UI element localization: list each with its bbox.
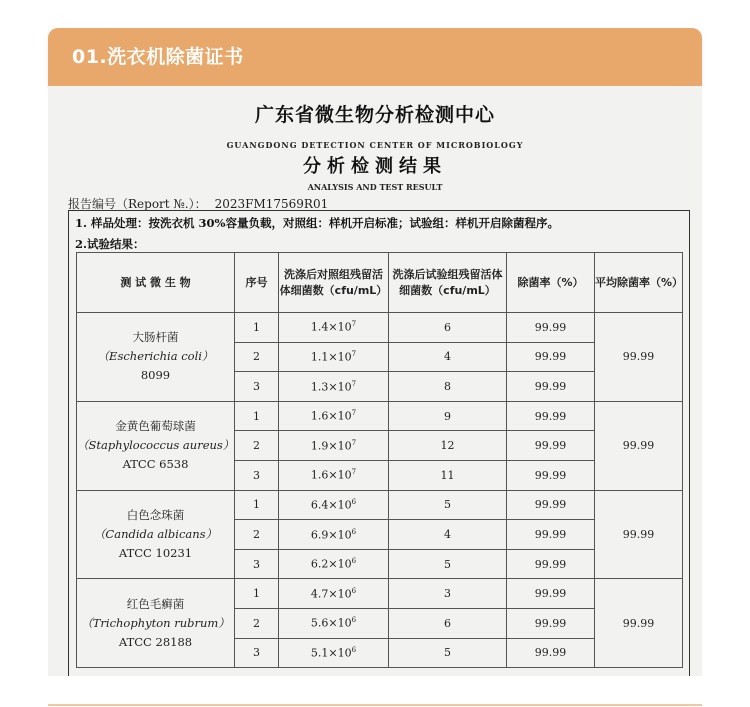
rate-cell: 99.99	[507, 401, 595, 431]
organism-cell	[77, 313, 235, 402]
seq-cell: 1	[235, 579, 279, 609]
test-count-cell: 6	[389, 608, 507, 638]
result-title-en: ANALYSIS AND TEST RESULT	[307, 182, 443, 192]
control-count-base: 1.9×10	[310, 439, 352, 453]
organism-latin: （Candida albicans）	[93, 526, 218, 541]
rate-cell: 99.99	[507, 638, 595, 668]
test-count-cell: 6	[389, 313, 507, 343]
control-count-cell	[279, 638, 389, 668]
test-count-cell: 11	[389, 460, 507, 490]
header-control: 洗涤后对照组残留活体细菌数（cfu/mL）	[279, 253, 389, 313]
rate-cell: 99.99	[507, 579, 595, 609]
section-header-bar	[48, 28, 702, 86]
table-row	[77, 313, 683, 343]
control-count-exponent: 7	[351, 438, 357, 447]
organism-strain: ATCC 6538	[122, 457, 189, 472]
seq-cell: 1	[235, 401, 279, 431]
organism-latin: （Trichophyton rubrum）	[81, 615, 230, 630]
rate-cell: 99.99	[507, 549, 595, 579]
seq-cell: 1	[235, 490, 279, 520]
seq-cell: 3	[235, 549, 279, 579]
test-count-cell: 3	[389, 579, 507, 609]
control-count-exponent: 7	[351, 409, 357, 418]
organism-latin: （Staphylococcus aureus）	[77, 438, 235, 453]
header-avg: 平均除菌率（%）	[595, 253, 683, 313]
control-count-base: 1.4×10	[310, 321, 352, 335]
table-row	[77, 490, 683, 520]
control-count-cell	[279, 401, 389, 431]
organism-cell	[77, 490, 235, 579]
seq-cell: 2	[235, 608, 279, 638]
control-count-cell	[279, 313, 389, 343]
test-count-cell: 8	[389, 372, 507, 402]
test-count-cell: 5	[389, 638, 507, 668]
test-count-cell: 12	[389, 431, 507, 461]
control-count-cell	[279, 431, 389, 461]
test-results-heading: 2.试验结果：	[75, 237, 145, 251]
control-count-exponent: 6	[351, 527, 357, 536]
organism-name: 红色毛癣菌	[126, 596, 185, 611]
control-count-cell	[279, 372, 389, 402]
control-count-cell	[279, 579, 389, 609]
rate-cell: 99.99	[507, 342, 595, 372]
seq-cell: 2	[235, 342, 279, 372]
test-count-cell: 4	[389, 342, 507, 372]
organism-name: 白色念珠菌	[126, 507, 185, 522]
seq-cell: 1	[235, 313, 279, 343]
rate-cell: 99.99	[507, 313, 595, 343]
control-count-base: 4.7×10	[310, 587, 352, 601]
control-count-base: 1.6×10	[310, 469, 352, 483]
seq-cell: 3	[235, 372, 279, 402]
control-count-base: 1.1×10	[310, 350, 352, 364]
center-title-cn: 广东省微生物分析检测中心	[254, 104, 495, 126]
avg-rate-cell: 99.99	[595, 313, 683, 402]
organism-cell	[77, 401, 235, 490]
control-count-base: 1.6×10	[310, 409, 352, 423]
certificate-document	[48, 86, 702, 676]
control-count-exponent: 6	[351, 616, 357, 625]
organism-cell	[77, 579, 235, 668]
header-seq: 序号	[235, 253, 279, 313]
control-count-exponent: 7	[351, 379, 357, 388]
control-count-exponent: 6	[351, 586, 357, 595]
control-count-base: 1.3×10	[310, 380, 352, 394]
rate-cell: 99.99	[507, 608, 595, 638]
test-count-cell: 5	[389, 490, 507, 520]
rate-cell: 99.99	[507, 372, 595, 402]
control-count-cell	[279, 490, 389, 520]
control-count-cell	[279, 549, 389, 579]
table-row	[77, 579, 683, 609]
next-section-divider	[48, 704, 702, 706]
control-count-base: 6.2×10	[310, 557, 352, 571]
control-count-exponent: 6	[351, 557, 357, 566]
avg-rate-cell: 99.99	[595, 401, 683, 490]
organism-strain: 8099	[140, 368, 171, 383]
test-count-cell: 4	[389, 520, 507, 550]
control-count-base: 5.1×10	[310, 646, 352, 660]
control-count-exponent: 7	[351, 320, 357, 329]
results-table	[76, 252, 683, 668]
rate-cell: 99.99	[507, 520, 595, 550]
control-count-base: 5.6×10	[310, 617, 352, 631]
rate-cell: 99.99	[507, 460, 595, 490]
control-count-cell	[279, 342, 389, 372]
section-title: 01.洗衣机除菌证书	[72, 46, 244, 68]
test-count-cell: 5	[389, 549, 507, 579]
rate-cell: 99.99	[507, 431, 595, 461]
sample-treatment-line: 1. 样品处理：按洗衣机 30%容量负载，对照组：样机开启标准；试验组：样机开启除菌程序。	[75, 216, 559, 230]
test-count-cell: 9	[389, 401, 507, 431]
control-count-exponent: 6	[351, 498, 357, 507]
control-count-base: 6.4×10	[310, 498, 352, 512]
organism-name: 大肠杆菌	[132, 330, 179, 345]
report-number-value: 2023FM17569R01	[214, 197, 329, 211]
seq-cell: 3	[235, 460, 279, 490]
control-count-exponent: 7	[351, 468, 357, 477]
result-title-cn: 分析检测结果	[303, 156, 447, 177]
avg-rate-cell: 99.99	[595, 579, 683, 668]
control-count-exponent: 6	[351, 646, 357, 654]
organism-strain: ATCC 10231	[118, 545, 193, 560]
organism-latin: （Escherichia coli）	[97, 349, 214, 364]
seq-cell: 2	[235, 431, 279, 461]
seq-cell: 3	[235, 638, 279, 668]
organism-name: 金黄色葡萄球菌	[115, 419, 196, 434]
control-count-exponent: 7	[351, 350, 357, 359]
report-number-label: 报告编号（Report №.）：	[68, 197, 207, 211]
avg-rate-cell: 99.99	[595, 490, 683, 579]
control-count-cell	[279, 520, 389, 550]
organism-strain: ATCC 28188	[118, 634, 193, 649]
table-row	[77, 401, 683, 431]
table-header-row	[77, 253, 683, 313]
center-title-en: GUANGDONG DETECTION CENTER OF MICROBIOLOGY	[226, 140, 524, 150]
header-test: 洗涤后试验组残留活体细菌数（cfu/mL）	[389, 253, 507, 313]
control-count-base: 6.9×10	[310, 528, 352, 542]
seq-cell: 2	[235, 520, 279, 550]
control-count-cell	[279, 460, 389, 490]
header-organism: 测 试 微 生 物	[77, 253, 235, 313]
header-rate: 除菌率（%）	[507, 253, 595, 313]
control-count-cell	[279, 608, 389, 638]
rate-cell: 99.99	[507, 490, 595, 520]
